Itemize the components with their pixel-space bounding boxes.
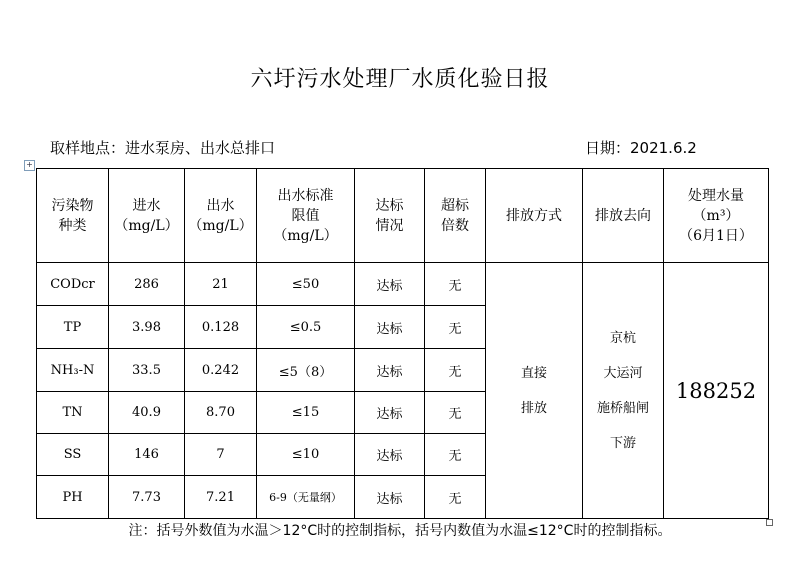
report-title: 六圩污水处理厂水质化验日报 — [250, 67, 550, 92]
table-move-handle-icon[interactable]: + — [24, 160, 35, 171]
inflow-cell: 7.73 — [109, 476, 185, 519]
inflow-cell: 286 — [109, 263, 185, 306]
report-date: 日期：2021.6.2 — [585, 139, 697, 157]
sampling-location: 取样地点：进水泵房、出水总排口 — [50, 139, 276, 157]
header-exceed: 超标 倍数 — [425, 169, 486, 263]
table-header-row — [37, 169, 769, 263]
header-outflow: 出水 （mg/L） — [185, 169, 257, 263]
header-discharge-method: 排放方式 — [486, 169, 583, 263]
inflow-cell: 3.98 — [109, 306, 185, 349]
pollutant-cell: NH₃-N — [37, 349, 109, 392]
water-quality-table — [36, 168, 769, 519]
limit-cell: ≤15 — [257, 392, 355, 434]
volume-cell: 188252 — [664, 263, 769, 519]
exceed-cell: 无 — [425, 306, 486, 349]
outflow-cell: 0.242 — [185, 349, 257, 392]
exceed-cell: 无 — [425, 349, 486, 392]
exceed-cell: 无 — [425, 476, 486, 519]
outflow-cell: 21 — [185, 263, 257, 306]
status-cell: 达标 — [355, 349, 425, 392]
status-cell: 达标 — [355, 434, 425, 476]
discharge-dest-cell: 京杭 大运河 施桥船闸 下游 — [583, 263, 664, 519]
header-discharge-dest: 排放去向 — [583, 169, 664, 263]
limit-cell: ≤10 — [257, 434, 355, 476]
pollutant-cell: TP — [37, 306, 109, 349]
exceed-cell: 无 — [425, 392, 486, 434]
footnote: 注：括号外数值为水温＞12°C时的控制指标，括号内数值为水温≤12°C时的控制指标。 — [128, 523, 672, 539]
pollutant-cell: SS — [37, 434, 109, 476]
exceed-cell: 无 — [425, 263, 486, 306]
header-pollutant: 污染物 种类 — [37, 169, 109, 263]
exceed-cell: 无 — [425, 434, 486, 476]
status-cell: 达标 — [355, 476, 425, 519]
inflow-cell: 40.9 — [109, 392, 185, 434]
header-limit: 出水标准 限值 （mg/L） — [257, 169, 355, 263]
pollutant-cell: TN — [37, 392, 109, 434]
header-volume: 处理水量 （m³） （6月1日） — [664, 169, 769, 263]
table-row — [37, 263, 769, 306]
inflow-cell: 146 — [109, 434, 185, 476]
limit-cell: ≤0.5 — [257, 306, 355, 349]
status-cell: 达标 — [355, 392, 425, 434]
limit-cell: ≤50 — [257, 263, 355, 306]
header-inflow: 进水 （mg/L） — [109, 169, 185, 263]
pollutant-cell: CODcr — [37, 263, 109, 306]
outflow-cell: 0.128 — [185, 306, 257, 349]
outflow-cell: 7 — [185, 434, 257, 476]
outflow-cell: 7.21 — [185, 476, 257, 519]
discharge-method-cell: 直接 排放 — [486, 263, 583, 519]
inflow-cell: 33.5 — [109, 349, 185, 392]
limit-cell: ≤5（8） — [257, 349, 355, 392]
outflow-cell: 8.70 — [185, 392, 257, 434]
header-compliance: 达标 情况 — [355, 169, 425, 263]
pollutant-cell: PH — [37, 476, 109, 519]
limit-cell: 6-9（无量纲） — [257, 476, 355, 519]
status-cell: 达标 — [355, 306, 425, 349]
status-cell: 达标 — [355, 263, 425, 306]
